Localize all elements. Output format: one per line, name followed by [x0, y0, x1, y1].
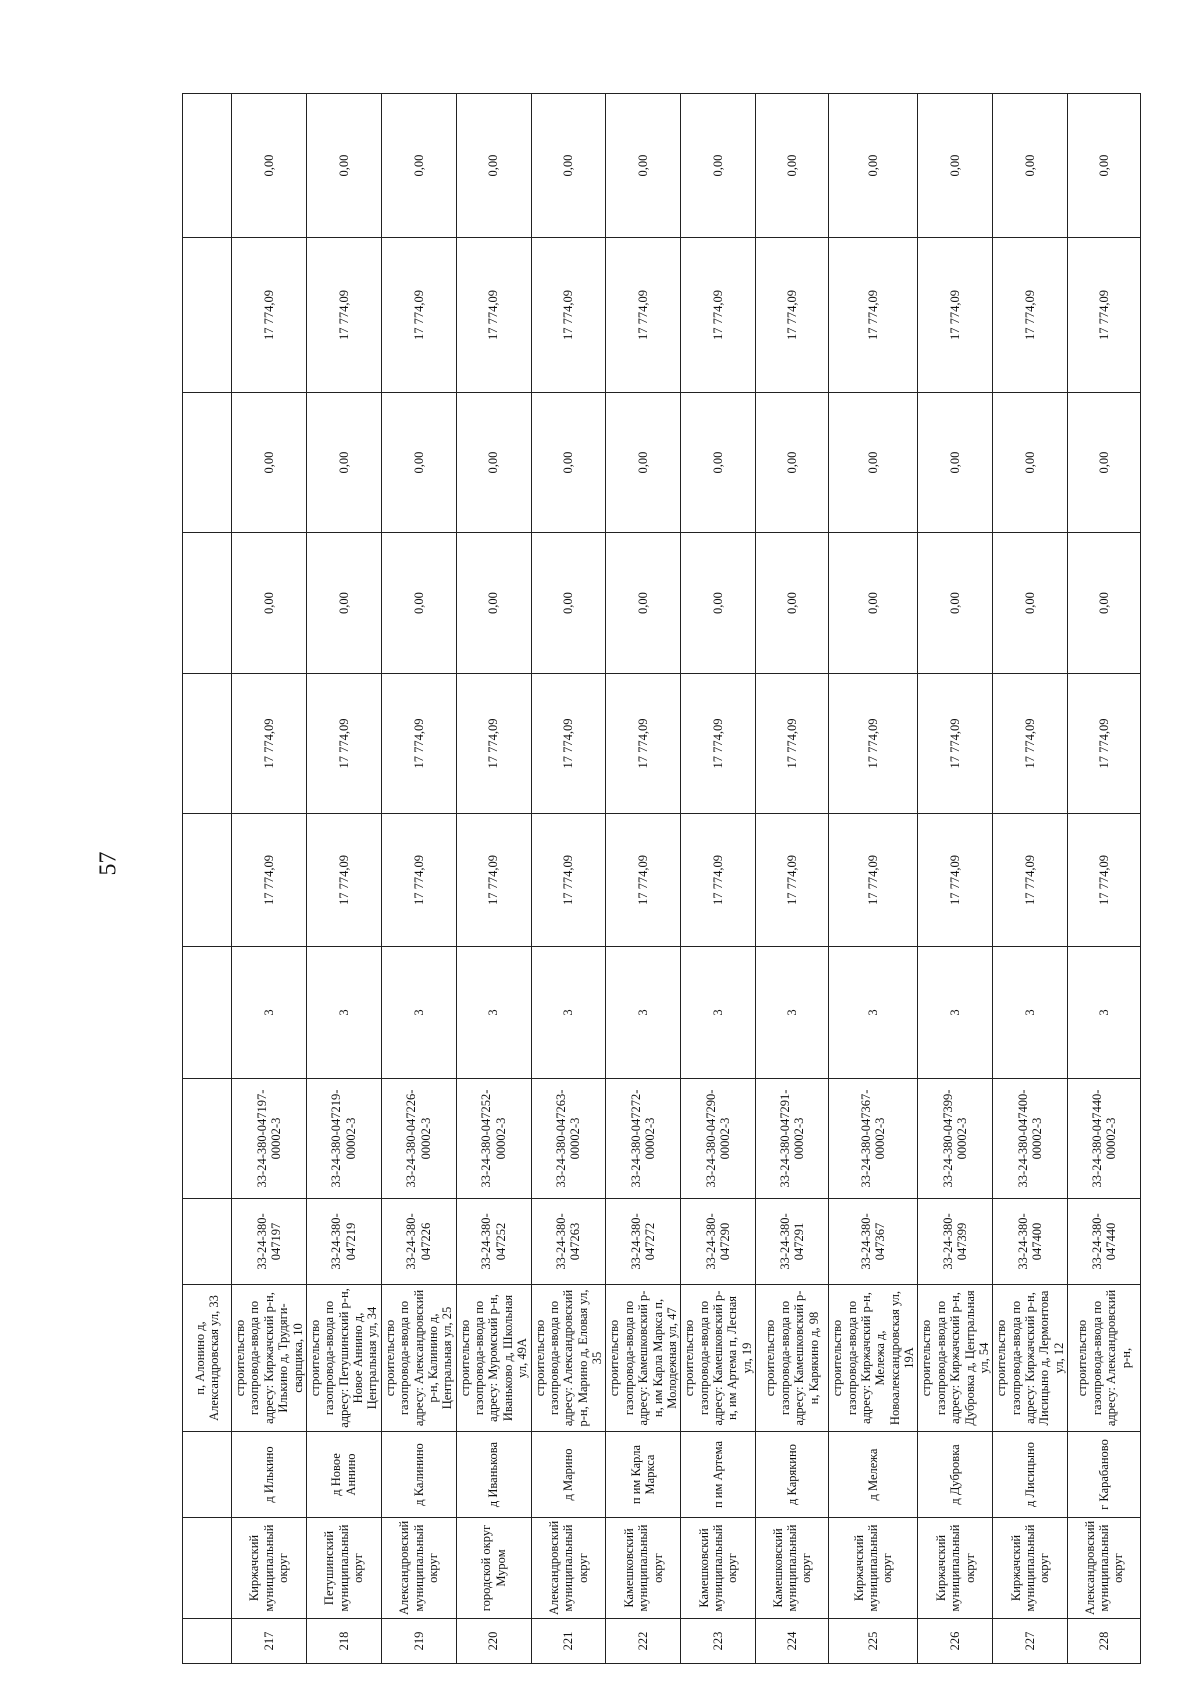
cell-value-3: 0,00	[531, 533, 606, 674]
cell-category: 3	[1068, 947, 1141, 1079]
cell-category: 3	[993, 947, 1068, 1079]
cell-settlement: д Калинино	[381, 1432, 456, 1518]
cell-value-6: 0,00	[993, 94, 1068, 238]
cell-contract-number: 33-24-380-047226-00002-3	[381, 1079, 456, 1199]
cell-value-3: 0,00	[681, 533, 756, 674]
cell-settlement: д Мележа	[829, 1432, 918, 1518]
cell-cadastral-number: 33-24-380-047367	[829, 1199, 918, 1285]
cell-cadastral-number: 33-24-380-047291	[756, 1199, 829, 1285]
cell-value-3: 0,00	[606, 533, 681, 674]
cell-cadastral-number: 33-24-380-047399	[918, 1199, 993, 1285]
cell-district: Киржачский муниципальный округ	[232, 1518, 307, 1619]
table-row	[606, 94, 681, 1664]
cell-contract-number: 33-24-380-047263-00002-3	[531, 1079, 606, 1199]
cell-address: строительство газопровода-ввода по адресу: Киржачский р-н, Илькино д, Трудяги-сварщика, 10	[232, 1285, 307, 1432]
cell-contract-number: 33-24-380-047367-00002-3	[829, 1079, 918, 1199]
cell-value-2: 17 774,09	[829, 674, 918, 814]
cell-address: строительство газопровода-ввода по адресу: Киржачский р-н, Дубровка д, Центральная ул, 54	[918, 1285, 993, 1432]
cell-cadastral-number: 33-24-380-047440	[1068, 1199, 1141, 1285]
cell-value-2: 17 774,09	[681, 674, 756, 814]
cell-row-number: 228	[1068, 1619, 1141, 1664]
cell-address: строительство газопровода-ввода по адресу: Камешковский р-н, им Артема п, Лесная ул, 19	[681, 1285, 756, 1432]
cell-value-1: 17 774,09	[1068, 814, 1141, 947]
cell-value-5: 17 774,09	[232, 238, 307, 393]
cell-value-5: 17 774,09	[381, 238, 456, 393]
cell-value-4: 0,00	[456, 393, 531, 533]
cell-contract-number: 33-24-380-047290-00002-3	[681, 1079, 756, 1199]
cell-contract-number: 33-24-380-047197-00002-3	[232, 1079, 307, 1199]
cell-value-5: 17 774,09	[456, 238, 531, 393]
cell-category: 3	[756, 947, 829, 1079]
cell-category: 3	[606, 947, 681, 1079]
cell-cadastral-number: 33-24-380-047252	[456, 1199, 531, 1285]
cell-value-2: 17 774,09	[993, 674, 1068, 814]
cell-contract-number: 33-24-380-047440-00002-3	[1068, 1079, 1141, 1199]
cell-row-number: 220	[456, 1619, 531, 1664]
cell-row-number: 223	[681, 1619, 756, 1664]
rotated-table-container	[182, 94, 1133, 1664]
cell-address: строительство газопровода-ввода по адресу: Камешковский р-н, Карякино д, 98	[756, 1285, 829, 1432]
cell-value-4: 0,00	[681, 393, 756, 533]
cell-district: Камешковский муниципальный округ	[756, 1518, 829, 1619]
cell-cadastral-number: 33-24-380-047263	[531, 1199, 606, 1285]
cell-value-6: 0,00	[681, 94, 756, 238]
cell-value-1: 17 774,09	[306, 814, 381, 947]
cell-value-2: 17 774,09	[606, 674, 681, 814]
cell-row-number: 222	[606, 1619, 681, 1664]
table-row	[306, 94, 381, 1664]
cell-contract-number: 33-24-380-047399-00002-3	[918, 1079, 993, 1199]
cell-settlement: п им Артема	[681, 1432, 756, 1518]
cell-district: Киржачский муниципальный округ	[918, 1518, 993, 1619]
cell-value-1: 17 774,09	[606, 814, 681, 947]
cell-value-3: 0,00	[456, 533, 531, 674]
cell-value-4: 0,00	[531, 393, 606, 533]
cell-value-4: 0,00	[381, 393, 456, 533]
cell-value-2: 17 774,09	[456, 674, 531, 814]
continuation-row	[183, 94, 232, 1664]
cell-row-number: 227	[993, 1619, 1068, 1664]
cell-value-6: 0,00	[1068, 94, 1141, 238]
cell-value-6: 0,00	[531, 94, 606, 238]
cell-value-4: 0,00	[1068, 393, 1141, 533]
cell-address: строительство газопровода-ввода по адресу: Петушинский р-н, Новое Аннино д, Центральная ул, 34	[306, 1285, 381, 1432]
cell-row-number: 217	[232, 1619, 307, 1664]
cell-value-1: 17 774,09	[381, 814, 456, 947]
cell-value-1: 17 774,09	[456, 814, 531, 947]
cell-settlement: д Дубровка	[918, 1432, 993, 1518]
cell-category: 3	[381, 947, 456, 1079]
cell-value-1: 17 774,09	[756, 814, 829, 947]
table-row	[1068, 94, 1141, 1664]
cell-value-3: 0,00	[829, 533, 918, 674]
cell-value-2: 17 774,09	[756, 674, 829, 814]
cell-category: 3	[456, 947, 531, 1079]
cell-settlement: д Лисицыно	[993, 1432, 1068, 1518]
cell-district: Александровский муниципальный округ	[1068, 1518, 1141, 1619]
cell-value-6: 0,00	[456, 94, 531, 238]
cell-cadastral-number: 33-24-380-047400	[993, 1199, 1068, 1285]
cell-settlement: д Иванькова	[456, 1432, 531, 1518]
cell-contract-number: 33-24-380-047272-00002-3	[606, 1079, 681, 1199]
cell-value-6: 0,00	[381, 94, 456, 238]
cell-district: Александровский муниципальный округ	[381, 1518, 456, 1619]
cell-value-5: 17 774,09	[918, 238, 993, 393]
table-row	[456, 94, 531, 1664]
cell-value-6: 0,00	[606, 94, 681, 238]
cell-contract-number: 33-24-380-047400-00002-3	[993, 1079, 1068, 1199]
table-row	[531, 94, 606, 1664]
cell-category: 3	[306, 947, 381, 1079]
cell-value-6: 0,00	[829, 94, 918, 238]
page-number: 57	[95, 851, 122, 876]
cell-value-1: 17 774,09	[681, 814, 756, 947]
cell-value-5: 17 774,09	[756, 238, 829, 393]
cell-value-3: 0,00	[306, 533, 381, 674]
cell-category: 3	[232, 947, 307, 1079]
continuation-address: п, Алонино д, Александровская ул, 33	[183, 1285, 232, 1432]
cell-value-6: 0,00	[306, 94, 381, 238]
cell-value-2: 17 774,09	[306, 674, 381, 814]
cell-address: строительство газопровода-ввода по адресу: Муромский р-н, Иваньково д, Школьная ул, 49А	[456, 1285, 531, 1432]
cell-cadastral-number: 33-24-380-047290	[681, 1199, 756, 1285]
cell-settlement: г Карабаново	[1068, 1432, 1141, 1518]
cell-settlement: д Карякино	[756, 1432, 829, 1518]
table-row	[918, 94, 993, 1664]
cell-district: Камешковский муниципальный округ	[606, 1518, 681, 1619]
cell-category: 3	[829, 947, 918, 1079]
cell-district: Петушинский муниципальный округ	[306, 1518, 381, 1619]
cell-district: Киржачский муниципальный округ	[829, 1518, 918, 1619]
cell-value-2: 17 774,09	[531, 674, 606, 814]
cell-cadastral-number: 33-24-380-047197	[232, 1199, 307, 1285]
cell-value-4: 0,00	[232, 393, 307, 533]
cell-value-5: 17 774,09	[306, 238, 381, 393]
cell-value-3: 0,00	[381, 533, 456, 674]
cell-value-3: 0,00	[1068, 533, 1141, 674]
cell-value-4: 0,00	[306, 393, 381, 533]
cell-category: 3	[681, 947, 756, 1079]
cell-value-4: 0,00	[756, 393, 829, 533]
table-body	[183, 94, 1141, 1664]
cell-address: строительство газопровода-ввода по адресу: Александровский р-н, Марино д, Еловая ул, 35	[531, 1285, 606, 1432]
cell-contract-number: 33-24-380-047219-00002-3	[306, 1079, 381, 1199]
table-row	[232, 94, 307, 1664]
cell-value-4: 0,00	[829, 393, 918, 533]
cell-contract-number: 33-24-380-047252-00002-3	[456, 1079, 531, 1199]
cell-row-number: 219	[381, 1619, 456, 1664]
cell-value-2: 17 774,09	[381, 674, 456, 814]
cell-contract-number: 33-24-380-047291-00002-3	[756, 1079, 829, 1199]
table-row	[381, 94, 456, 1664]
cell-district: Киржачский муниципальный округ	[993, 1518, 1068, 1619]
cell-value-3: 0,00	[232, 533, 307, 674]
cell-address: строительство газопровода-ввода по адресу: Александровский р-н,	[1068, 1285, 1141, 1432]
cell-row-number: 221	[531, 1619, 606, 1664]
cell-value-2: 17 774,09	[1068, 674, 1141, 814]
cell-district: Александровский муниципальный округ	[531, 1518, 606, 1619]
cell-value-6: 0,00	[232, 94, 307, 238]
cell-value-3: 0,00	[918, 533, 993, 674]
cell-value-5: 17 774,09	[681, 238, 756, 393]
cell-settlement: п им Карла Маркса	[606, 1432, 681, 1518]
table-row	[993, 94, 1068, 1664]
cell-value-1: 17 774,09	[232, 814, 307, 947]
cell-row-number: 224	[756, 1619, 829, 1664]
table-row	[829, 94, 918, 1664]
cell-value-1: 17 774,09	[829, 814, 918, 947]
cell-cadastral-number: 33-24-380-047272	[606, 1199, 681, 1285]
cell-value-3: 0,00	[993, 533, 1068, 674]
cell-value-5: 17 774,09	[606, 238, 681, 393]
cell-district: Камешковский муниципальный округ	[681, 1518, 756, 1619]
cell-address: строительство газопровода-ввода по адресу: Александровский р-н, Калинино д, Центральная ул, 25	[381, 1285, 456, 1432]
cell-row-number: 226	[918, 1619, 993, 1664]
cell-value-5: 17 774,09	[531, 238, 606, 393]
cell-settlement: д Илькино	[232, 1432, 307, 1518]
cell-value-1: 17 774,09	[531, 814, 606, 947]
table-row	[681, 94, 756, 1664]
cell-value-2: 17 774,09	[918, 674, 993, 814]
cell-cadastral-number: 33-24-380-047226	[381, 1199, 456, 1285]
cell-value-5: 17 774,09	[993, 238, 1068, 393]
cell-value-1: 17 774,09	[993, 814, 1068, 947]
cell-value-4: 0,00	[918, 393, 993, 533]
cell-value-2: 17 774,09	[232, 674, 307, 814]
data-table	[182, 93, 1141, 1664]
cell-settlement: д Марино	[531, 1432, 606, 1518]
cell-category: 3	[918, 947, 993, 1079]
cell-address: строительство газопровода-ввода по адресу: Киржачский р-н, Лисицыно д, Лермонтова ул, 12	[993, 1285, 1068, 1432]
cell-value-6: 0,00	[918, 94, 993, 238]
cell-address: строительство газопровода-ввода по адресу: Киржачский р-н, Мележа д, Новоалександровская ул, 19А	[829, 1285, 918, 1432]
cell-row-number: 218	[306, 1619, 381, 1664]
cell-district: городской округ Муром	[456, 1518, 531, 1619]
cell-category: 3	[531, 947, 606, 1079]
cell-value-6: 0,00	[756, 94, 829, 238]
cell-address: строительство газопровода-ввода по адресу: Камешковский р-н, им Карла Маркса п, Молодежная ул, 47	[606, 1285, 681, 1432]
cell-row-number: 225	[829, 1619, 918, 1664]
table-row	[756, 94, 829, 1664]
cell-value-5: 17 774,09	[829, 238, 918, 393]
cell-settlement: д Новое Аннино	[306, 1432, 381, 1518]
cell-value-1: 17 774,09	[918, 814, 993, 947]
cell-value-4: 0,00	[606, 393, 681, 533]
cell-value-5: 17 774,09	[1068, 238, 1141, 393]
cell-value-3: 0,00	[756, 533, 829, 674]
cell-value-4: 0,00	[993, 393, 1068, 533]
cell-cadastral-number: 33-24-380-047219	[306, 1199, 381, 1285]
